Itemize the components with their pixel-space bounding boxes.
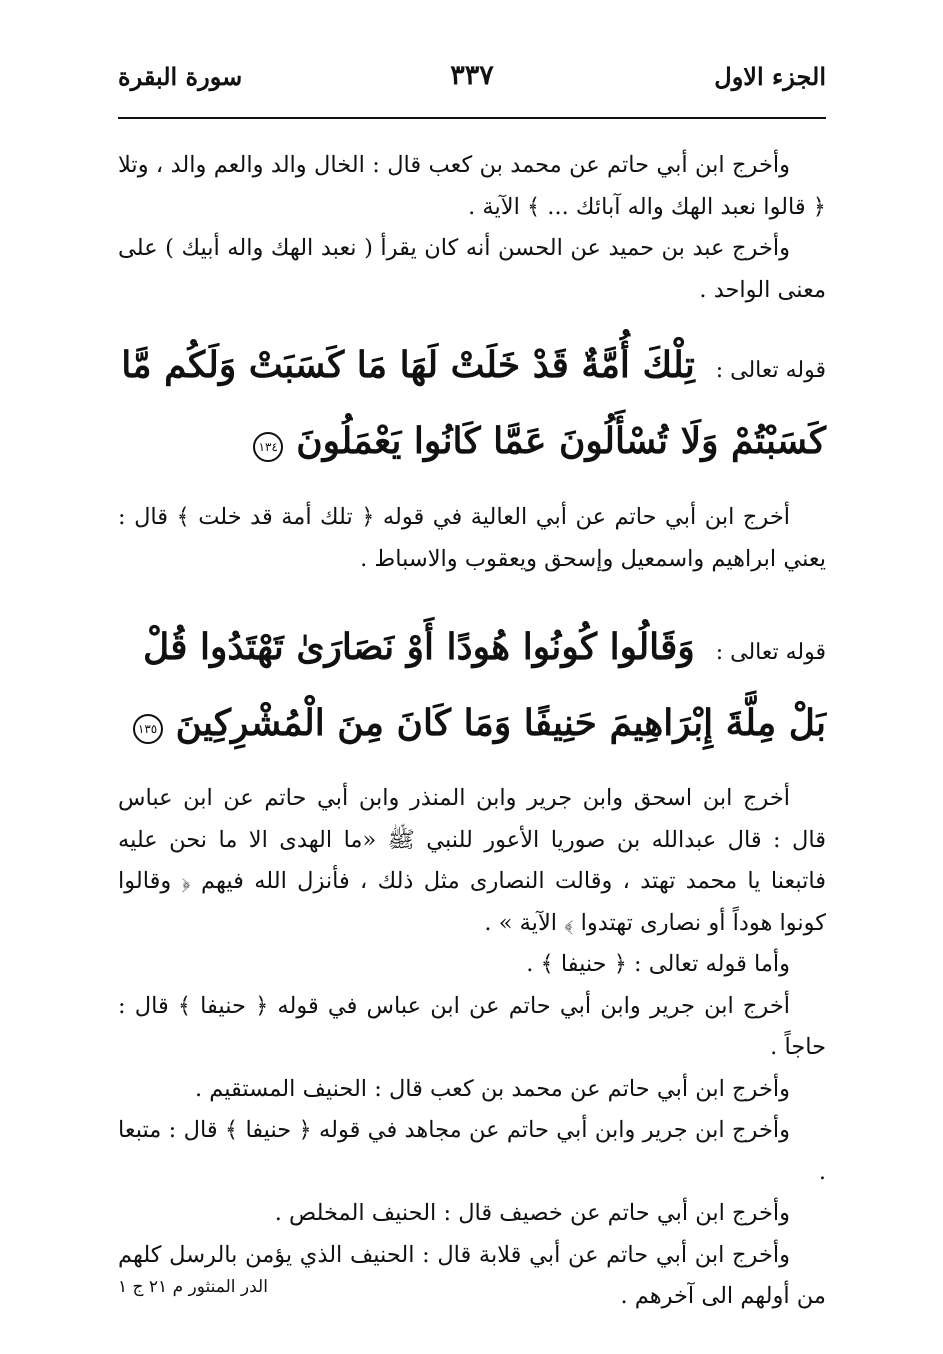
page-number: ٣٣٧	[450, 60, 494, 91]
paragraph: وأخرج ابن أبي حاتم عن أبي قلابة قال : الحنيف الذي يؤمن بالرسل كلهم من أولهم الى آخرهم .	[118, 1241, 826, 1309]
page-header	[118, 62, 826, 114]
verse-label: قوله تعالى :	[715, 640, 826, 665]
section-2	[118, 497, 826, 580]
paragraph: وأخرج ابن أبي حاتم عن محمد بن كعب قال : الحنيف المستقيم .	[194, 1075, 790, 1102]
quran-verse-text: وَقَالُوا كُونُوا هُودًا أَوْ نَصَارَىٰ تَهْتَدُوا قُلْ بَلْ مِلَّةَ إِبْرَاهِيمَ حَنِيفًا وَمَا كَانَ مِنَ الْمُشْرِكِينَ	[143, 626, 826, 744]
verse-134	[118, 330, 826, 482]
verse-135	[118, 612, 826, 764]
section-3	[118, 778, 826, 1318]
paragraph: أخرج ابن جرير وابن أبي حاتم عن ابن عباس في قوله ﴿ حنيفا ﴾ قال : حاجاً .	[118, 992, 826, 1060]
verse-label: قوله تعالى :	[715, 358, 826, 383]
part-title: الجزء الاول	[714, 62, 826, 91]
verse-number-marker: ١٣٤	[253, 432, 283, 462]
paragraph: وأخرج ابن أبي حاتم عن محمد بن كعب قال : الخال والد والعم والد ، وتلا ﴿ قالوا نعبد الهك واله آبائك ... ﴾ الآية .	[118, 152, 826, 220]
footer-signature: الدر المنثور م ٢١ ج ١	[118, 1277, 268, 1297]
header-rule	[118, 117, 826, 119]
section-1	[118, 145, 826, 311]
paragraph: وأما قوله تعالى : ﴿ حنيفا ﴾ .	[526, 951, 790, 977]
paragraph: وأخرج ابن أبي حاتم عن خصيف قال : الحنيف المخلص .	[274, 1200, 790, 1226]
paragraph: أخرج ابن اسحق وابن جرير وابن المنذر وابن أبي حاتم عن ابن عباس قال : قال عبدالله بن صوريا الأعور للنبي ﷺ «ما الهدى الا ما نحن عليه فاتبعنا يا محمد تهتد ، وقالت النصارى مثل ذلك ، فأنزل الله فيهم ﴿ وقالوا كونوا هوداً أو نصارى تهتدوا ﴾ الآية » .	[118, 785, 826, 936]
quran-verse-text: تِلْكَ أُمَّةٌ قَدْ خَلَتْ لَهَا مَا كَسَبَتْ وَلَكُم مَّا كَسَبْتُمْ وَلَا تُسْأَلُونَ عَمَّا كَانُوا يَعْمَلُونَ	[121, 344, 826, 462]
paragraph: أخرج ابن أبي حاتم عن أبي العالية في قوله ﴿ تلك أمة قد خلت ﴾ قال : يعني ابراهيم واسمعيل وإسحق ويعقوب والاسباط .	[118, 504, 826, 572]
surah-title: سورة البقرة	[118, 62, 243, 91]
verse-number-marker: ١٣٥	[133, 714, 163, 744]
paragraph: وأخرج ابن جرير وابن أبي حاتم عن مجاهد في قوله ﴿ حنيفا ﴾ قال : متبعا .	[118, 1117, 826, 1185]
paragraph: وأخرج عبد بن حميد عن الحسن أنه كان يقرأ ( نعبد الهك واله أبيك ) على معنى الواحد .	[118, 235, 826, 303]
